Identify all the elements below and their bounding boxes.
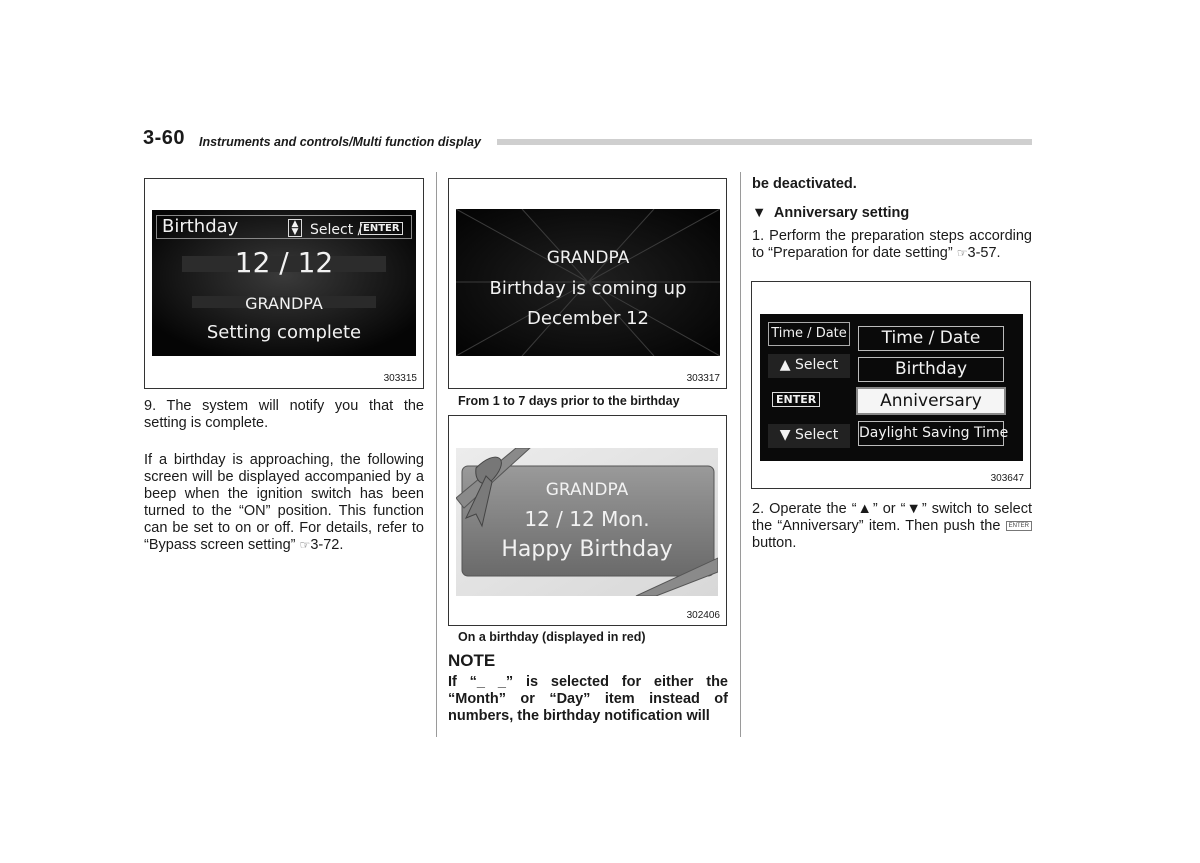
- step-2-part-a: 2. Operate the “: [752, 501, 857, 517]
- side-down-select: ▼ Select: [768, 424, 850, 448]
- menu-item-time-date: Time / Date: [858, 326, 1004, 351]
- note-title: NOTE: [448, 651, 496, 670]
- side-up-select: ▲ Select: [768, 354, 850, 378]
- section-heading: [752, 205, 909, 222]
- up-arrow-icon: ▲: [856, 501, 873, 517]
- figure-happy-birthday: [448, 415, 727, 626]
- step-2-part-c: ” switch to select the “Anniversary” item. Then push the: [752, 501, 1032, 534]
- person-name: GRANDPA: [546, 248, 630, 268]
- step-2-text: [752, 501, 1032, 552]
- reference-icon: ☞: [299, 538, 311, 552]
- step-2-part-b: ” or “: [872, 501, 906, 517]
- figure-birthday-setting-complete: [144, 178, 424, 389]
- select-label: Select /: [310, 222, 363, 238]
- lcd-screen: [152, 210, 416, 356]
- step-2-part-d: button.: [752, 535, 797, 551]
- menu-item-anniversary: Anniversary: [856, 387, 1006, 415]
- enter-badge: ENTER: [360, 222, 403, 235]
- figure-code: 303647: [990, 473, 1024, 484]
- figure-anniversary-menu: [751, 281, 1031, 489]
- figure-code: 303315: [383, 373, 417, 384]
- person-name: GRANDPA: [245, 294, 323, 313]
- heading-marker-icon: ▼: [752, 205, 767, 221]
- lcd-screen: [456, 209, 720, 356]
- person-name: GRANDPA: [545, 480, 629, 500]
- lcd-screen: [760, 314, 1023, 461]
- figure-caption: From 1 to 7 days prior to the birthday: [458, 394, 680, 408]
- coming-up-message: Birthday is coming up: [489, 278, 687, 299]
- column-divider-right: [740, 172, 741, 737]
- side-time-date: Time / Date: [768, 322, 850, 346]
- side-enter: ENTER: [772, 392, 820, 407]
- column-divider-left: [436, 172, 437, 737]
- figure-birthday-coming-up: [448, 178, 727, 389]
- note-text: If “_ _” is selected for either the “Month” or “Day” item instead of numbers, the birthday notification will: [448, 674, 728, 724]
- reference-icon: ☞: [956, 246, 968, 260]
- step-9-text: 9. The system will notify you that the setting is complete.: [144, 398, 424, 431]
- menu-item-daylight-saving: Daylight Saving Time: [858, 421, 1004, 446]
- birthday-date: December 12: [527, 308, 649, 329]
- enter-button-icon: ENTER: [1006, 521, 1032, 531]
- status-message: Setting complete: [206, 322, 362, 343]
- figure-caption: On a birthday (displayed in red): [458, 630, 646, 644]
- birthday-date: 12 / 12 Mon.: [524, 507, 650, 531]
- header-rule: [497, 139, 1032, 145]
- reference-page: 3-72.: [310, 537, 344, 553]
- greeting-message: Happy Birthday: [501, 537, 673, 562]
- step-1-body: 1. Perform the preparation steps according to “Preparation for date setting”: [752, 228, 1032, 261]
- continuation-text: be deactivated.: [752, 176, 857, 192]
- approaching-paragraph-text: If a birthday is approaching, the following screen will be displayed accompanied by a beep when the ignition switch has been turned to the “ON” position. This function can be set to on or off. For details, refer to “Bypass screen setting”: [144, 452, 424, 553]
- birthday-date: 12 / 12: [234, 246, 334, 279]
- heading-text: Anniversary setting: [773, 205, 910, 221]
- birthday-label: Birthday: [162, 216, 239, 237]
- page-number: 3-60: [143, 127, 186, 149]
- figure-code: 302406: [686, 610, 720, 621]
- section-title: Instruments and controls/Multi function display: [199, 135, 481, 149]
- updown-icon: ▲ ▼: [288, 219, 302, 237]
- step-1-text: [752, 228, 1032, 262]
- figure-code: 303317: [686, 373, 720, 384]
- reference-page: 3-57.: [967, 245, 1001, 261]
- menu-item-birthday: Birthday: [858, 357, 1004, 382]
- down-arrow-icon: ▼: [905, 501, 922, 517]
- approaching-paragraph: [144, 452, 424, 554]
